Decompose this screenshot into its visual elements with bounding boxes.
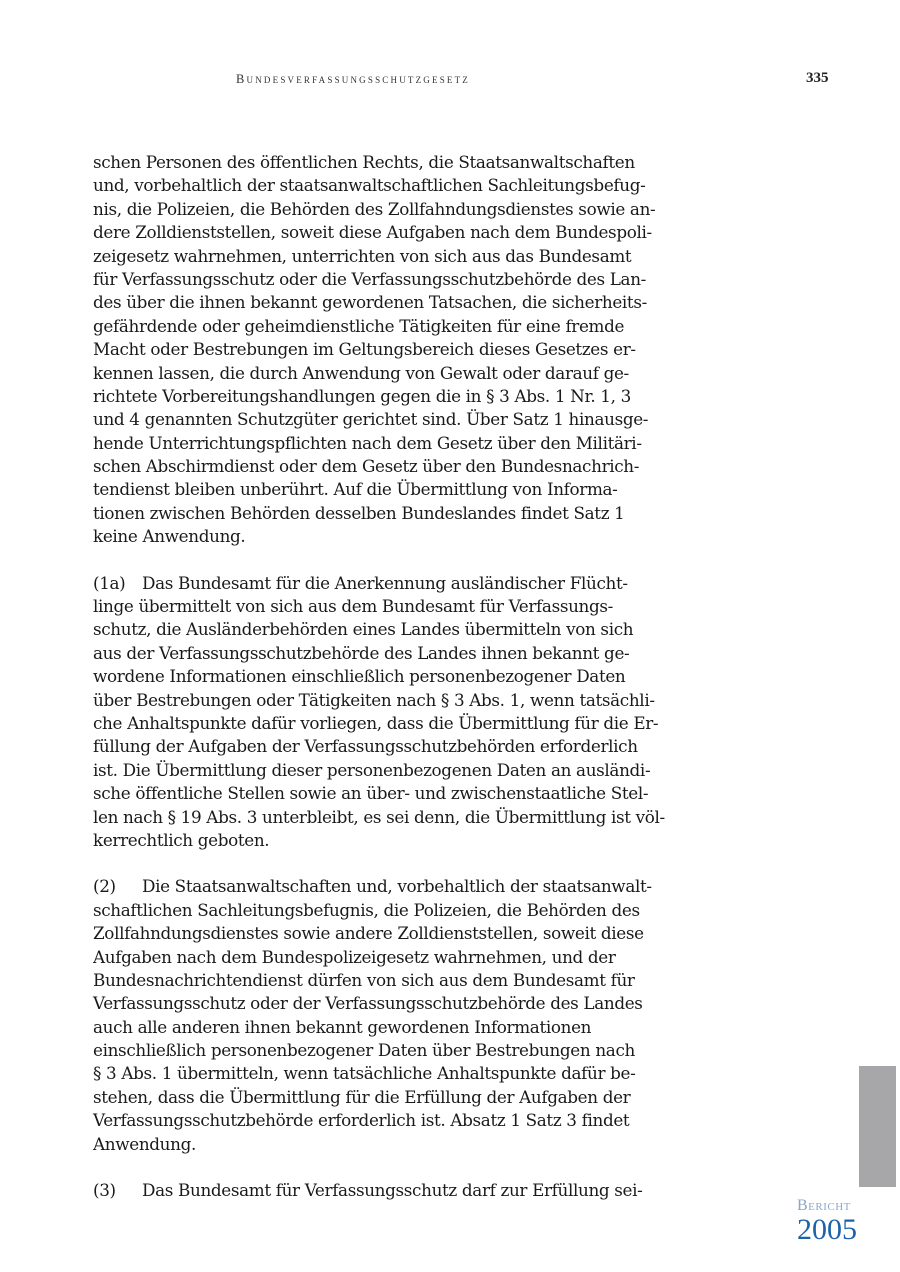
line-text: aus der Verfassungsschutzbehörde des Landes ihnen bekannt ge- <box>93 642 630 663</box>
line-text: stehen, dass die Übermittlung für die Erfüllung der Aufgaben der <box>93 1086 631 1107</box>
line-text: füllung der Aufgaben der Verfassungsschutzbehörden erforderlich <box>93 736 638 757</box>
line-text: gefährdende oder geheimdienstliche Tätigkeiten für eine fremde <box>93 315 625 336</box>
text-line <box>93 432 663 455</box>
running-header-title: Bundesverfassungsschutzgesetz <box>236 72 470 86</box>
line-text: des über die ihnen bekannt gewordenen Tatsachen, die sicherheits- <box>93 292 647 313</box>
line-text: auch alle anderen ihnen bekannt gewordenen Informationen <box>93 1016 592 1037</box>
text-line <box>93 1179 663 1202</box>
text-line <box>93 478 663 501</box>
text-line <box>93 665 663 688</box>
line-text: Die Staatsanwaltschaften und, vorbehaltlich der staatsanwalt- <box>142 876 652 897</box>
line-text: und 4 genannten Schutzgüter gerichtet sind. Über Satz 1 hinausge- <box>93 409 649 430</box>
line-text: § 3 Abs. 1 übermitteln, wenn tatsächliche Anhaltspunkte dafür be- <box>93 1063 636 1084</box>
text-line <box>93 712 663 735</box>
line-text: Macht oder Bestrebungen im Geltungsbereich dieses Gesetzes er- <box>93 339 636 360</box>
text-line <box>93 969 663 992</box>
side-thumb-tab <box>859 1066 896 1187</box>
line-text: Anwendung. <box>93 1133 196 1154</box>
paragraph <box>93 151 663 549</box>
text-line <box>93 1039 663 1062</box>
text-line <box>93 455 663 478</box>
text-line <box>93 806 663 829</box>
text-line <box>93 1016 663 1039</box>
text-line <box>93 268 663 291</box>
line-text: über Bestrebungen oder Tätigkeiten nach § 3 Abs. 1, wenn tatsächli- <box>93 689 655 710</box>
line-text: kerrechtlich geboten. <box>93 829 270 850</box>
text-line <box>93 759 663 782</box>
text-line <box>93 735 663 758</box>
line-text: Bundesnachrichtendienst dürfen von sich aus dem Bundesamt für <box>93 969 635 990</box>
line-text: nis, die Polizeien, die Behörden des Zollfahndungsdienstes sowie an- <box>93 198 656 219</box>
line-text: len nach § 19 Abs. 3 unterbleibt, es sei denn, die Übermittlung ist völ- <box>93 806 665 827</box>
text-line <box>93 1133 663 1156</box>
text-line <box>93 174 663 197</box>
paragraph <box>93 1179 663 1202</box>
text-line <box>93 875 663 898</box>
text-line <box>93 525 663 548</box>
line-text: hende Unterrichtungspflichten nach dem Gesetz über den Militäri- <box>93 432 642 453</box>
line-text: linge übermittelt von sich aus dem Bundesamt für Verfassungs- <box>93 596 613 617</box>
line-text: richtete Vorbereitungshandlungen gegen die in § 3 Abs. 1 Nr. 1, 3 <box>93 385 631 406</box>
paragraph-number: (2) <box>93 876 116 897</box>
paragraph <box>93 875 663 1156</box>
text-line <box>93 385 663 408</box>
line-text: sche öffentliche Stellen sowie an über- und zwischenstaatliche Stel- <box>93 783 649 804</box>
text-line <box>93 642 663 665</box>
text-line <box>93 362 663 385</box>
line-text: und, vorbehaltlich der staatsanwaltschaftlichen Sachleitungsbefug- <box>93 175 646 196</box>
line-text: Das Bundesamt für Verfassungsschutz darf zur Erfüllung sei- <box>142 1180 643 1201</box>
text-line <box>93 992 663 1015</box>
text-line <box>93 338 663 361</box>
body-text <box>93 151 663 1225</box>
text-line <box>93 151 663 174</box>
line-text: tendienst bleiben unberührt. Auf die Übermittlung von Informa- <box>93 479 618 500</box>
text-line <box>93 291 663 314</box>
text-line <box>93 618 663 641</box>
line-text: Aufgaben nach dem Bundespolizeigesetz wahrnehmen, und der <box>93 946 616 967</box>
text-line <box>93 245 663 268</box>
line-text: tionen zwischen Behörden desselben Bundeslandes findet Satz 1 <box>93 502 625 523</box>
line-text: zeigesetz wahrnehmen, unterrichten von sich aus das Bundesamt <box>93 245 632 266</box>
text-line <box>93 595 663 618</box>
page-number: 335 <box>806 70 829 86</box>
paragraph-number: (1a) <box>93 572 126 593</box>
text-line <box>93 922 663 945</box>
text-line <box>93 502 663 525</box>
text-line <box>93 408 663 431</box>
line-text: keine Anwendung. <box>93 526 246 547</box>
line-text: Verfassungsschutzbehörde erforderlich ist. Absatz 1 Satz 3 findet <box>93 1110 630 1131</box>
line-text: dere Zolldienststellen, soweit diese Aufgaben nach dem Bundespoli- <box>93 222 652 243</box>
text-line <box>93 689 663 712</box>
text-line <box>93 1086 663 1109</box>
report-brand-logo <box>797 1196 869 1244</box>
text-line <box>93 782 663 805</box>
line-text: Das Bundesamt für die Anerkennung ausländischer Flücht- <box>142 572 628 593</box>
brand-year: 2005 <box>797 1213 857 1246</box>
text-line <box>93 899 663 922</box>
brand-word: Bericht <box>797 1197 851 1214</box>
text-line <box>93 1109 663 1132</box>
line-text: schen Abschirmdienst oder dem Gesetz über den Bundesnachrich- <box>93 456 640 477</box>
text-line <box>93 198 663 221</box>
text-line <box>93 1062 663 1085</box>
text-line <box>93 946 663 969</box>
text-line <box>93 829 663 852</box>
text-line <box>93 315 663 338</box>
line-text: schutz, die Ausländerbehörden eines Landes übermitteln von sich <box>93 619 634 640</box>
line-text: einschließlich personenbezogener Daten über Bestrebungen nach <box>93 1040 635 1061</box>
line-text: schaftlichen Sachleitungsbefugnis, die Polizeien, die Behörden des <box>93 899 640 920</box>
line-text: Zollfahndungsdienstes sowie andere Zolldienststellen, soweit diese <box>93 923 644 944</box>
paragraph-number: (3) <box>93 1180 116 1201</box>
line-text: schen Personen des öffentlichen Rechts, die Staatsanwaltschaften <box>93 152 635 172</box>
paragraph <box>93 572 663 853</box>
text-line <box>93 572 663 595</box>
line-text: kennen lassen, die durch Anwendung von Gewalt oder darauf ge- <box>93 362 629 383</box>
line-text: für Verfassungsschutz oder die Verfassungsschutzbehörde des Lan- <box>93 268 646 289</box>
line-text: Verfassungsschutz oder der Verfassungsschutzbehörde des Landes <box>93 993 643 1014</box>
line-text: che Anhaltspunkte dafür vorliegen, dass die Übermittlung für die Er- <box>93 712 659 733</box>
line-text: ist. Die Übermittlung dieser personenbezogenen Daten an ausländi- <box>93 759 651 780</box>
line-text: wordene Informationen einschließlich personenbezogener Daten <box>93 666 626 687</box>
text-line <box>93 221 663 244</box>
